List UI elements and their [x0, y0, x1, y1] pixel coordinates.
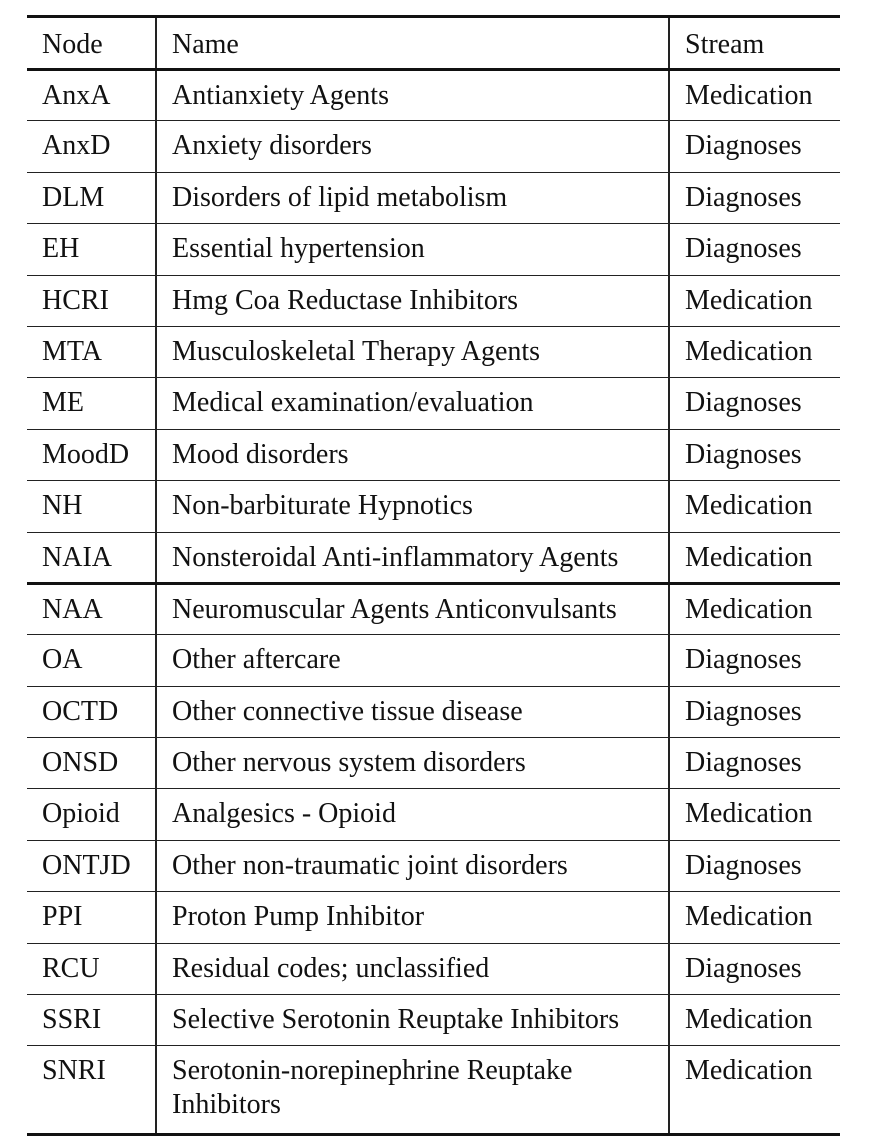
cell-name: Mood disorders — [156, 429, 669, 480]
header-node: Node — [27, 17, 156, 70]
cell-stream: Diagnoses — [669, 738, 840, 789]
header-stream: Stream — [669, 17, 840, 70]
table-body — [27, 70, 840, 1135]
cell-name: Analgesics - Opioid — [156, 789, 669, 840]
cell-node: OCTD — [27, 686, 156, 737]
cell-stream: Medication — [669, 532, 840, 583]
cell-stream: Diagnoses — [669, 121, 840, 172]
cell-stream: Medication — [669, 70, 840, 121]
cell-stream: Diagnoses — [669, 686, 840, 737]
cell-node: ONTJD — [27, 840, 156, 891]
cell-name: Other nervous system disorders — [156, 738, 669, 789]
cell-node: SNRI — [27, 1046, 156, 1135]
header-row — [27, 17, 840, 70]
cell-node: ONSD — [27, 738, 156, 789]
table-row — [27, 789, 840, 840]
node-table — [27, 15, 840, 1136]
table-row — [27, 583, 840, 634]
cell-name: Medical examination/evaluation — [156, 378, 669, 429]
table-row — [27, 995, 840, 1046]
cell-stream: Diagnoses — [669, 943, 840, 994]
cell-name: Proton Pump Inhibitor — [156, 892, 669, 943]
cell-node: EH — [27, 224, 156, 275]
table-row — [27, 70, 840, 121]
table-row — [27, 686, 840, 737]
cell-name: Other non-traumatic joint disorders — [156, 840, 669, 891]
cell-stream: Diagnoses — [669, 224, 840, 275]
table-header — [27, 17, 840, 70]
cell-stream: Medication — [669, 789, 840, 840]
cell-node: MoodD — [27, 429, 156, 480]
cell-stream: Medication — [669, 583, 840, 634]
cell-name: Neuromuscular Agents Anticonvulsants — [156, 583, 669, 634]
cell-name: Other connective tissue disease — [156, 686, 669, 737]
cell-name: Non-barbiturate Hypnotics — [156, 481, 669, 532]
cell-node: AnxD — [27, 121, 156, 172]
cell-stream: Medication — [669, 1046, 840, 1135]
cell-stream: Medication — [669, 995, 840, 1046]
table-row — [27, 224, 840, 275]
cell-stream: Medication — [669, 275, 840, 326]
table-row — [27, 840, 840, 891]
cell-node: NAA — [27, 583, 156, 634]
cell-node: OA — [27, 635, 156, 686]
cell-node: NAIA — [27, 532, 156, 583]
cell-stream: Medication — [669, 326, 840, 377]
table-row — [27, 738, 840, 789]
cell-name: Essential hypertension — [156, 224, 669, 275]
cell-stream: Diagnoses — [669, 840, 840, 891]
cell-name: Nonsteroidal Anti-inflammatory Agents — [156, 532, 669, 583]
table-row — [27, 121, 840, 172]
table-row — [27, 172, 840, 223]
table-row — [27, 429, 840, 480]
cell-node: HCRI — [27, 275, 156, 326]
cell-name: Selective Serotonin Reuptake Inhibitors — [156, 995, 669, 1046]
cell-name: Disorders of lipid metabolism — [156, 172, 669, 223]
cell-node: PPI — [27, 892, 156, 943]
cell-name: Serotonin-norepinephrine Reuptake Inhibitors — [156, 1046, 669, 1135]
table-row — [27, 275, 840, 326]
table-row — [27, 481, 840, 532]
table-row — [27, 1046, 840, 1135]
table-row — [27, 532, 840, 583]
header-name: Name — [156, 17, 669, 70]
table-row — [27, 892, 840, 943]
cell-stream: Medication — [669, 481, 840, 532]
cell-node: SSRI — [27, 995, 156, 1046]
table-row — [27, 635, 840, 686]
cell-name: Musculoskeletal Therapy Agents — [156, 326, 669, 377]
cell-stream: Diagnoses — [669, 429, 840, 480]
cell-stream: Diagnoses — [669, 635, 840, 686]
cell-stream: Diagnoses — [669, 378, 840, 429]
table-row — [27, 378, 840, 429]
cell-node: AnxA — [27, 70, 156, 121]
cell-node: RCU — [27, 943, 156, 994]
cell-node: Opioid — [27, 789, 156, 840]
table-row — [27, 326, 840, 377]
cell-node: NH — [27, 481, 156, 532]
cell-node: MTA — [27, 326, 156, 377]
cell-stream: Diagnoses — [669, 172, 840, 223]
cell-name: Other aftercare — [156, 635, 669, 686]
cell-name: Anxiety disorders — [156, 121, 669, 172]
node-table-container — [27, 15, 840, 1136]
cell-stream: Medication — [669, 892, 840, 943]
cell-name: Hmg Coa Reductase Inhibitors — [156, 275, 669, 326]
cell-name: Antianxiety Agents — [156, 70, 669, 121]
cell-node: DLM — [27, 172, 156, 223]
table-row — [27, 943, 840, 994]
cell-node: ME — [27, 378, 156, 429]
cell-name: Residual codes; unclassified — [156, 943, 669, 994]
